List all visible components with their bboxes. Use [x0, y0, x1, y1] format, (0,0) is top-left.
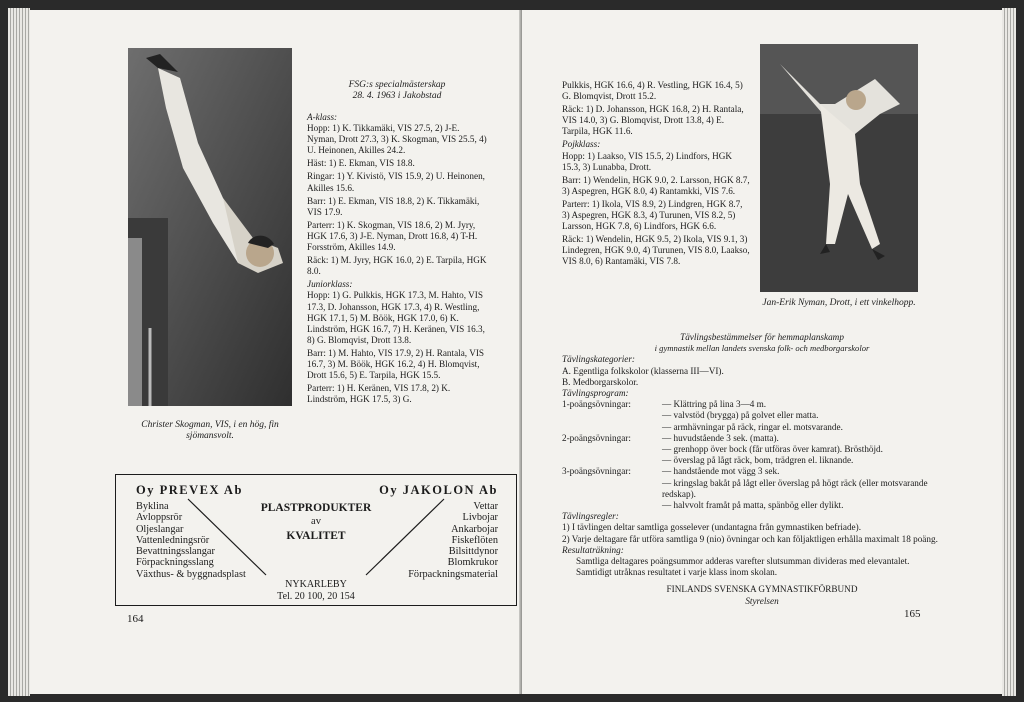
ad-left-item: Avloppsrör	[136, 512, 183, 524]
kategori-b: B. Medborgarskolor.	[562, 376, 639, 387]
section-heading-juniorklass: Juniorklass:	[307, 279, 353, 290]
results-column-left	[307, 80, 487, 407]
ad-left-list	[136, 501, 246, 580]
result-hast: Häst: 1) E. Ekman, VIS 18.8.	[307, 158, 415, 169]
result-pojk-hopp: Hopp: 1) Laakso, VIS 15.5, 2) Lindfors, HGK 15.3, 3) Lunabba, Drott.	[562, 150, 733, 172]
regel-item: 1) I tävlingen deltar samtliga gosselever (undantagna från gymnastiken befriade).	[562, 522, 861, 533]
ad-left-item: Växthus- & byggnadsplast	[136, 568, 246, 580]
program-item: — armhävningar på räck, ringar el. motsvarande.	[662, 421, 843, 432]
ad-right-item: Fiskeflöten	[451, 534, 498, 546]
results-column-right	[562, 80, 752, 270]
organization-board: Styrelsen	[745, 595, 779, 606]
right-page	[522, 10, 1002, 694]
ad-left-item: Förpackningsslang	[136, 557, 214, 569]
result-continued: Pulkkis, HGK 16.6, 4) R. Vestling, HGK 16.4, 5) G. Blomqvist, Drott 15.2.	[562, 80, 743, 102]
ad-left-item: Oljeslangar	[136, 523, 184, 535]
result-barr: Barr: 1) E. Ekman, VIS 18.8, 2) K. Tikkamäki, VIS 17.9.	[307, 195, 480, 217]
ad-left-item: Byklina	[136, 501, 169, 512]
rules-subtitle: i gymnastik mellan landets svenska folk- och medborgarskolor	[654, 343, 870, 354]
program-label: 3-poängsövningar:	[562, 466, 631, 477]
ad-company-jakolon: Oy JAKOLON Ab	[379, 483, 498, 497]
page-number-left: 164	[127, 613, 144, 625]
program-label: 2-poängsövningar:	[562, 432, 631, 443]
ad-right-list	[408, 501, 498, 580]
page-edges-right	[1002, 8, 1016, 696]
left-page	[30, 10, 520, 694]
program-label: 1-poängsövningar:	[562, 399, 631, 410]
program-item: — Klättring på lina 3—4 m.	[662, 399, 767, 410]
program-item: — handstående mot vägg 3 sek.	[662, 466, 780, 477]
result-rack: Räck: 1) M. Jyry, HGK 16.0, 2) E. Tarpila, HGK 8.0.	[307, 255, 487, 277]
program-3-poang	[562, 466, 962, 511]
program-1-poang	[562, 399, 962, 433]
ad-right-item: Livbojar	[462, 512, 498, 524]
section-heading-a-klass: A-klass:	[307, 112, 338, 122]
ad-footer	[246, 579, 386, 603]
program-items	[662, 466, 962, 511]
heading-kategorier: Tävlingskategorier:	[562, 354, 635, 365]
result-junior-parterr: Parterr: 1) H. Keränen, VIS 17.8, 2) K. Lindström, HGK 17.5, 3) G.	[307, 383, 451, 405]
result-junior-barr: Barr: 1) M. Hahto, VIS 17.9, 2) H. Rantala, VIS 16.7, 3) M. Böök, HGK 16.2, 4) H. Blomqvist, Drott 15.6, 5) E. Tarpila, HGK 15.5.	[307, 347, 485, 381]
ad-company-prevex: Oy PREVEX Ab	[136, 483, 243, 497]
program-items	[662, 399, 962, 433]
result-junior-hopp: Hopp: 1) G. Pulkkis, HGK 17.3, M. Hahto, VIS 17.3, D. Johansson, HGK 17.3, 4) R. Westling, HGK 17.1, 5) M. Böök, HGK 17.0, 6) K. Lindström, HGK 16.7, 7) H. Keränen, VIS 16.3, 8) G. Blomqvist, Drott 13.8.	[307, 290, 485, 345]
ad-right-item: Bilsittdynor	[448, 546, 498, 558]
heading-resultat: Resultaträkning:	[562, 544, 624, 555]
page-edges-left	[8, 8, 30, 696]
advertisement-box	[115, 474, 517, 606]
ad-right-item: Förpackningsmaterial	[408, 568, 498, 580]
gymnast-photo-illustration-right	[760, 44, 918, 292]
rules-section	[562, 332, 962, 607]
regel-item: 2) Varje deltagare får utföra samtliga 9 (nio) övningar och kan följaktligen erhålla maximalt 18 poäng.	[562, 533, 938, 544]
program-item: — halvvolt framåt på matta, spänbög eller dylikt.	[662, 500, 844, 511]
results-title-line-2: 28. 4. 1963 i Jakobstad	[352, 91, 442, 101]
program-item: — huvudstående 3 sek. (matta).	[662, 432, 779, 443]
result-hopp: Hopp: 1) K. Tikkamäki, VIS 27.5, 2) J-E. Nyman, Drott 27.3, 3) K. Skogman, VIS 25.5, 4) U. Heinonen, Akilles 24.2.	[307, 123, 487, 156]
result-pojk-barr: Barr: 1) Wendelin, HGK 9.0, 2. Larsson, HGK 8.7, 3) Aspegren, HGK 8.0, 4) Rantamkki, VIS 7.6.	[562, 174, 750, 196]
program-item: — överslag på lågt räck, bom, trädgren el. liknande.	[662, 455, 854, 466]
section-heading-pojkklass: Pojkklass:	[562, 139, 601, 150]
program-item: — kringslag bakåt på lågt eller överslag på högt räck (eller motsvarande redskap).	[662, 477, 928, 499]
resultat-text: Samtidigt utråknas resultatet i varje klass inom skolan.	[576, 567, 778, 578]
ad-phone: Tel. 20 100, 20 154	[277, 591, 355, 602]
ad-right-item: Ankarbojar	[451, 523, 498, 535]
photo-caption-left: Christer Skogman, VIS, i en hög, fin sjömansvolt.	[141, 420, 279, 441]
ad-slogan-line-1: PLASTPRODUKTER	[260, 502, 372, 514]
ad-center-slogan	[246, 501, 386, 543]
ad-slogan-line-3: KVALITET	[286, 530, 346, 542]
result-pojk-rack: Räck: 1) Wendelin, HGK 9.5, 2) Ikola, VIS 9.1, 3) Lindegren, HGK 9.0, 4) Turunen, VIS 8.0, Laakso, VIS 8.0, 6) Rantamäki, VIS 7.8.	[562, 234, 750, 267]
resultat-text: Samtliga deltagares poängsummor adderas varefter slutsumman divideras med elevantalet.	[576, 556, 910, 567]
photo-skogman	[128, 48, 292, 406]
rules-title: Tävlingsbestämmelser för hemmaplanskamp	[680, 332, 844, 342]
ad-town: NYKARLEBY	[285, 579, 347, 590]
results-title	[307, 80, 487, 102]
organization-name: FINLANDS SVENSKA GYMNASTIKFÖRBUND	[666, 584, 858, 595]
program-items	[662, 433, 962, 467]
ad-left-item: Vattenledningsrör	[136, 534, 210, 546]
program-2-poang	[562, 433, 962, 467]
result-parterr: Parterr: 1) K. Skogman, VIS 18.6, 2) M. Jyry, HGK 17.6, 3) J-E. Nyman, Drott 16.8, 4) T-H. Forsström, Akilles 14.9.	[307, 219, 478, 253]
result-ringar: Ringar: 1) Y. Kivistö, VIS 15.9, 2) U. Heinonen, Akilles 15.6.	[307, 171, 485, 193]
heading-program: Tävlingsprogram:	[562, 388, 629, 399]
results-title-line-1: FSG:s specialmästerskap	[348, 80, 446, 90]
photo-caption-right: Jan-Erik Nyman, Drott, i ett vinkelhopp.	[762, 298, 916, 308]
heading-regler: Tävlingsregler:	[562, 511, 619, 522]
result-rack-junior: Räck: 1) D. Johansson, HGK 16.8, 2) H. Rantala, VIS 14.0, 3) G. Blomqvist, Drott 13.8, 4) E. Tarpila, HGK 11.6.	[562, 104, 744, 137]
ad-left-item: Bevattningsslangar	[136, 546, 215, 558]
ad-slogan-line-2: av	[311, 516, 321, 527]
gymnast-photo-illustration	[128, 48, 292, 406]
page-number-right: 165	[904, 608, 921, 620]
kategori-a: A. Egentliga folkskolor (klasserna III—VI).	[562, 365, 724, 376]
program-item: — valvstöd (brygga) på golvet eller matta.	[662, 410, 819, 421]
result-pojk-parterr: Parterr: 1) Ikola, VIS 8.9, 2) Lindgren, HGK 8.7, 3) Aspegren, HGK 8.3, 4) Turunen, VIS 8.2, 5) Larsson, HGK 7.8, 6) Lindfors, HGK 6.6.	[562, 198, 743, 232]
ad-right-item: Vettar	[473, 501, 498, 512]
program-item: — grenhopp över bock (får utföras över kamrat). Brösthöjd.	[662, 444, 883, 455]
photo-nyman	[760, 44, 918, 292]
ad-right-item: Blomkrukor	[447, 557, 498, 569]
